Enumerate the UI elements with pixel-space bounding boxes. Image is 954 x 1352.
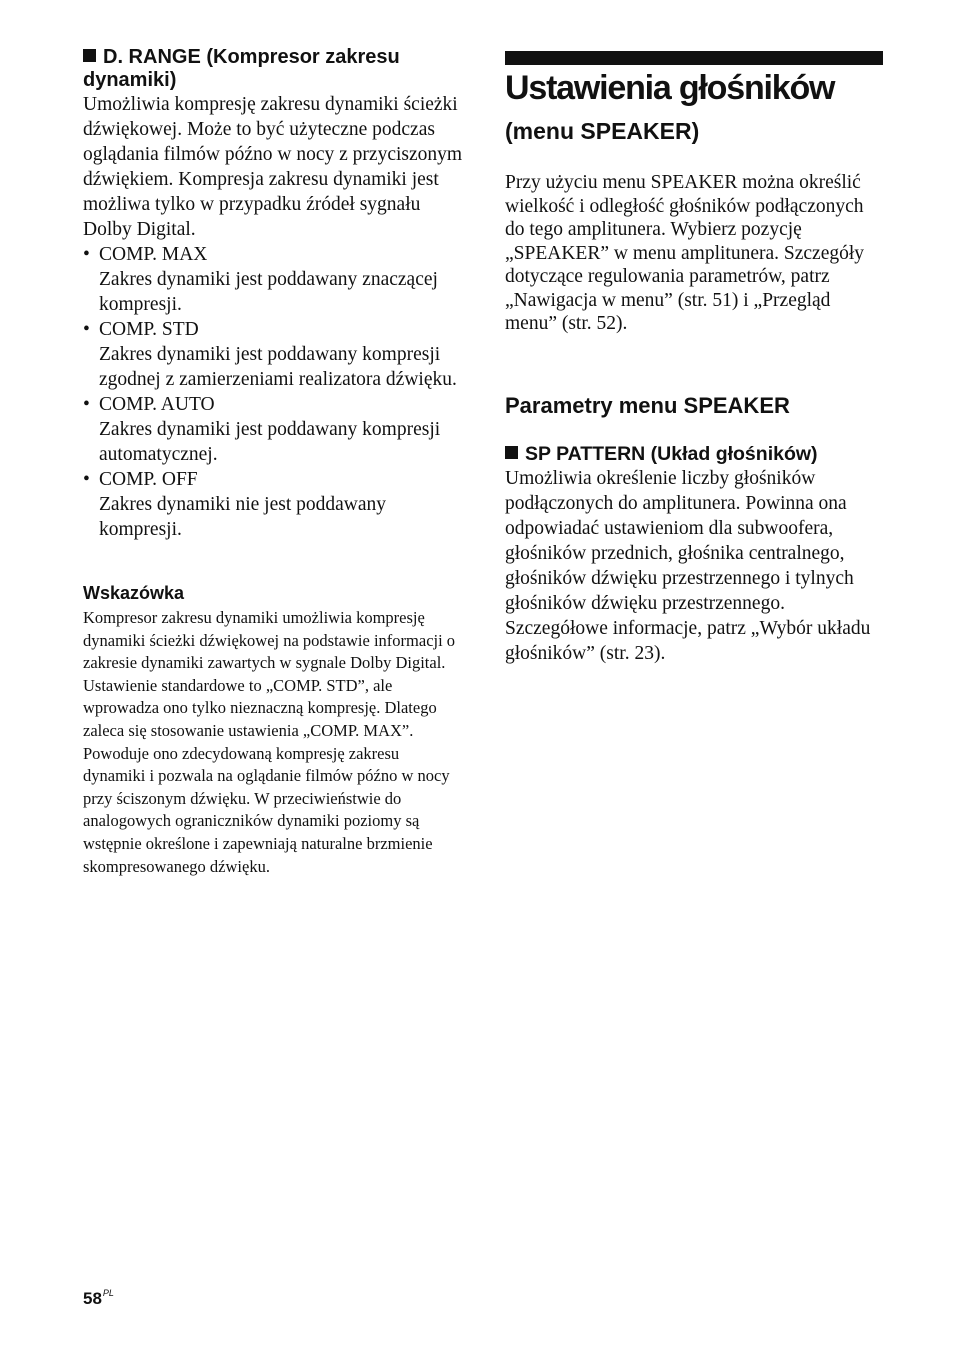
list-item: [83, 317, 463, 392]
list-item: [83, 467, 463, 542]
parameters-heading: Parametry menu SPEAKER: [505, 393, 790, 418]
tip-heading: Wskazówka: [83, 583, 185, 603]
option-label: • COMP. STD: [83, 317, 463, 342]
section-heading-sp-pattern: [505, 441, 883, 467]
section-heading-text: SP PATTERN (Układ głośników): [525, 443, 818, 465]
option-label: • COMP. AUTO: [83, 392, 463, 417]
speaker-menu-intro: Przy użyciu menu SPEAKER można określić wielkość i odległość głośników podłączonych do tego amplitunera. Wybierz pozycję „SPEAKER” w menu amplitunera. Szczegóły dotyczące regulowania parametrów, patrz „Nawigacja w menu” (str. 51) i „Przegląd menu” (str. 52).: [505, 172, 865, 334]
d-range-description: Umożliwia kompresję zakresu dynamiki ścieżki dźwiękowej. Może to być użyteczne podczas oglądania filmów późno w nocy z przyciszonym dźwiękiem. Kompresja zakresu dynamiki jest możliwa tylko w przypadku źródeł sygnału Dolby Digital.: [83, 94, 463, 240]
sp-pattern-description: Umożliwia określenie liczby głośników podłączonych do amplitunera. Powinna ona odpowiadać ustawieniom dla subwoofera, głośników przednich, głośnika centralnego, głośników dźwięku przestrzennego i tylnych głośników dźwięku przestrzennego. Szczegółowe informacje, patrz „Wybór układu głośników” (str. 23).: [505, 468, 871, 664]
option-label: • COMP. OFF: [83, 467, 463, 492]
black-square-icon: [505, 446, 518, 459]
page-language-suffix: PL: [102, 1288, 114, 1298]
option-description: Zakres dynamiki jest poddawany kompresji zgodnej z zamierzeniami realizatora dźwięku.: [99, 344, 457, 390]
list-item: [83, 392, 463, 467]
page-number-value: 58: [83, 1289, 102, 1308]
option-label: • COMP. MAX: [83, 242, 463, 267]
option-description: Zakres dynamiki jest poddawany znaczącej kompresji.: [99, 269, 438, 315]
tip-text: Kompresor zakresu dynamiki umożliwia kompresję dynamiki ścieżki dźwiękowej na podstawie informacji o zakresie dynamiki zawartych w sygnale Dolby Digital. Ustawienie standardowe to „COMP. STD”, ale wprowadza ono tylko nieznaczną kompresję. Dlatego zaleca się stosowanie ustawienia „COMP. MAX”. Powoduje ono zdecydowaną kompresję zakresu dynamiki i pozwala na oglądanie filmów późno w nocy przy ściszonym dźwięku. W przeciwieństwie do analogowych ograniczników dynamiki poziomy są wstępnie określone i zapewniają naturalne brzmienie skompresowanego dźwięku.: [83, 608, 456, 876]
option-description: Zakres dynamiki jest poddawany kompresji automatycznej.: [99, 419, 441, 465]
section-heading-text: D. RANGE (Kompresor zakresu dynamiki): [83, 46, 400, 91]
list-item: [83, 242, 463, 317]
page-title: Ustawienia głośników: [505, 69, 835, 107]
compression-options-list: [83, 242, 463, 542]
black-square-icon: [83, 49, 96, 62]
page-number: [83, 1282, 114, 1310]
page-subtitle: (menu SPEAKER): [505, 118, 700, 144]
option-description: Zakres dynamiki nie jest poddawany kompresji.: [99, 494, 387, 540]
section-heading-d-range: [83, 46, 463, 92]
title-rule: [505, 51, 883, 65]
